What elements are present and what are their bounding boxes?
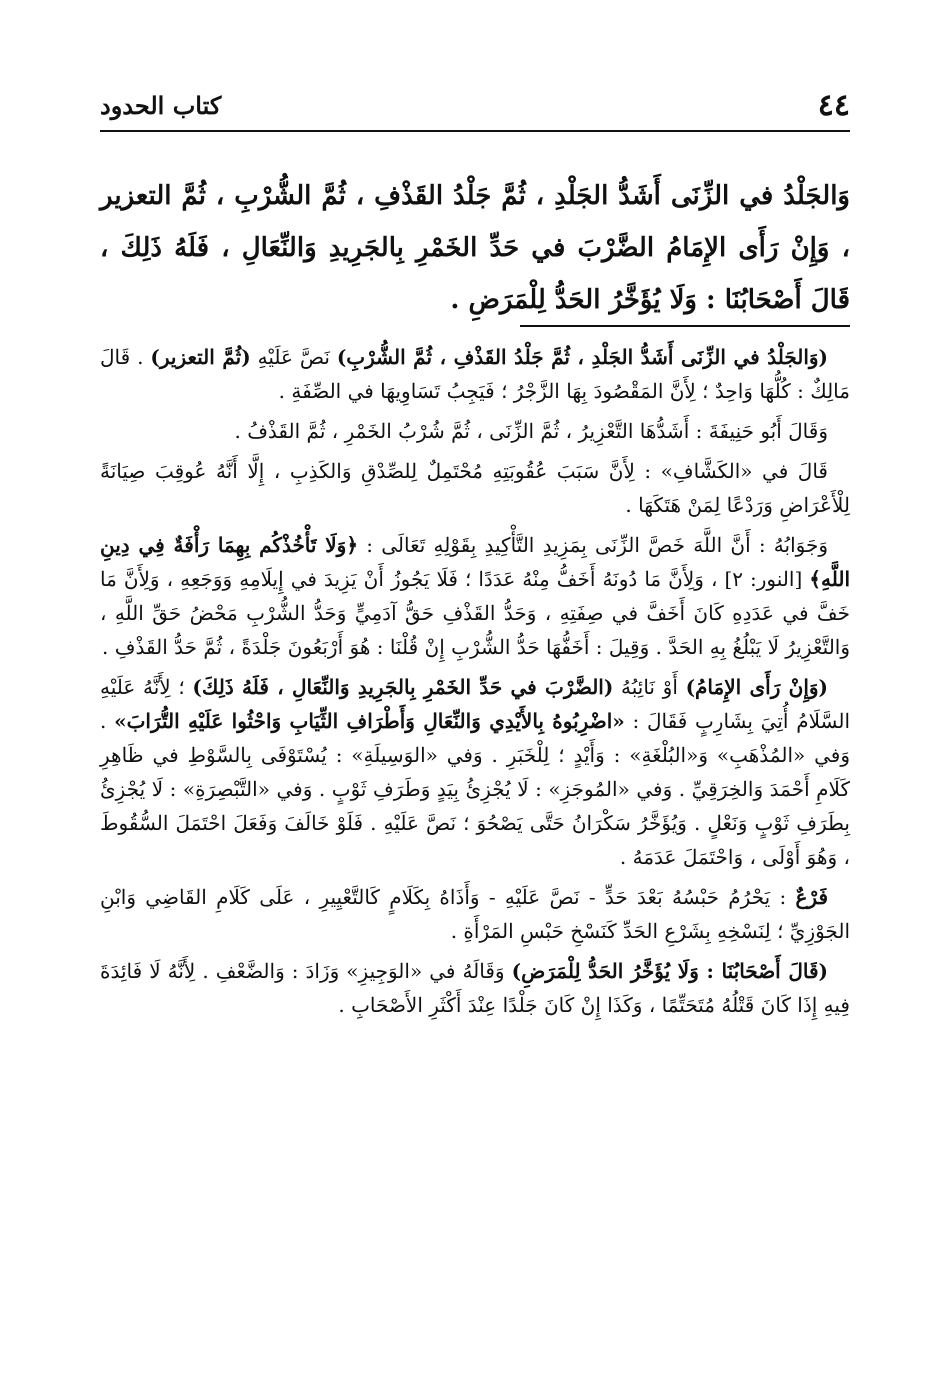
commentary-paragraph-6 <box>100 880 850 948</box>
commentary-text: نَصَّ عَلَيْهِ <box>250 345 337 369</box>
quoted-matn: (وَالجَلْدُ في الزِّنَى أَشَدُّ الجَلْدِ ، ثُمَّ جَلْدُ القَذْفِ ، ثُمَّ الشُّرْبِ) <box>336 345 829 369</box>
commentary <box>100 340 850 1028</box>
chapter-title: كتاب الحدود <box>100 91 222 120</box>
section-label: فَرْعٌ <box>795 885 828 909</box>
commentary-paragraph-2: وَقَالَ أَبُو حَنِيفَةَ : أَشَدُّهَا التَّعْزِيرُ ، ثُمَّ الزِّنَى ، ثُمَّ شُرْبُ الخَمْرِ ، ثُمَّ القَذْفُ . <box>234 419 828 443</box>
commentary-text: وَجَوَابُهُ : أَنَّ اللَّهَ خَصَّ الزِّنَى بِمَزِيدِ التَّأْكِيدِ بِقَوْلِهِ تَعَالَى : <box>358 533 828 557</box>
commentary-text: : يَحْرُمُ حَبْسُهُ بَعْدَ حَدٍّ - نَصَّ عَلَيْهِ - وَأَذَاهُ بِكَلَامٍ كَالتَّعْيِيرِ ، عَلَى كَلَامِ القَاضِي وَابْنِ الجَوْزِيِّ ؛ لِنَسْخِهِ بِشَرْعِ الحَدِّ كَنَسْخِ حَبْسِ المَرْأَةِ . <box>100 885 850 943</box>
commentary-paragraph-1 <box>100 340 850 408</box>
header-rule <box>100 130 850 132</box>
quran-verse: ﴿وَلَا تَأْخُذْكُم بِهِمَا رَأْفَةٌ فِي دِينِ اللَّهِ﴾ <box>100 533 850 591</box>
commentary-text: . قَالَ مَالِكٌ : كُلُّهَا وَاحِدٌ ؛ لِأَنَّ المَقْصُودَ بِهَا الزَّجْرُ ؛ فَيَجِبُ تَسَاوِيهَا في الصِّفَةِ . <box>100 345 850 403</box>
quoted-matn: (قَالَ أَصْحَابُنَا : وَلَا يُؤَخَّرُ الحَدُّ لِلْمَرَضِ) <box>511 959 829 983</box>
quoted-matn: (ثُمَّ التعزير) <box>150 345 251 369</box>
running-header <box>100 88 850 123</box>
commentary-paragraph-4 <box>100 528 850 664</box>
commentary-paragraph-7 <box>100 954 850 1022</box>
commentary-paragraph-5 <box>100 670 850 874</box>
commentary-text: أَوْ نَائِبُهُ <box>613 675 686 699</box>
commentary-text: ؛ لِأَنَّهُ عَلَيْهِ السَّلَامُ أُتِيَ بِشَارِبٍ فَقَالَ : <box>100 675 851 733</box>
footnote-separator <box>520 325 850 327</box>
main-text: وَالجَلْدُ في الزِّنَى أَشَدُّ الجَلْدِ ، ثُمَّ جَلْدُ القَذْفِ ، ثُمَّ الشُّرْبِ ، ثُمَّ التعزير ، وَإِنْ رَأَى الإِمَامُ الضَّرْبَ في حَدِّ الخَمْرِ بِالجَرِيدِ وَالنِّعَالِ ، فَلَهُ ذَلِكَ ، قَالَ أَصْحَابُنَا : وَلَا يُؤَخَّرُ الحَدُّ لِلْمَرَضِ . <box>100 181 850 315</box>
page-number: ٤٤ <box>817 88 850 123</box>
commentary-paragraph-3: قَالَ في «الكَشَّافِ» : لِأَنَّ سَبَبَ عُقُوبَتِهِ مُحْتَمِلٌ لِلصِّدْقِ وَالكَذِبِ ، إِلَّا أَنَّهُ عُوقِبَ صِيَانَةً لِلْأَعْرَاضِ وَرَدْعًا لِمَنْ هَتَكَهَا . <box>100 459 850 517</box>
quoted-matn: (الضَّرْبَ في حَدِّ الخَمْرِ بِالجَرِيدِ وَالنِّعَالِ ، فَلَهُ ذَلِكَ) <box>192 675 614 699</box>
quoted-matn: (وَإِنْ رَأَى الإِمَامُ) <box>685 675 828 699</box>
commentary-text: وَقَالَهُ في «الوَجِيزِ» وَزَادَ : وَالضَّعْفِ . لِأَنَّهُ لَا فَائِدَةَ فِيهِ إِذَا كَانَ قَتْلُهُ مُتَحَتِّمًا ، وَكَذَا إِنْ كَانَ جَلْدًا عِنْدَ أَكْثَرِ الأَصْحَابِ . <box>100 959 850 1017</box>
commentary-text: [النور: ٢] ، وَلِأَنَّ مَا دُونَهُ أَخَفُّ مِنْهُ عَدَدًا ؛ فَلَا يَجُوزُ أَنْ يَزِيدَ في إِيلَامِهِ وَوَجَعِهِ ، وَلِأَنَّ مَا خَفَّ في عَدَدِهِ كَانَ أَخَفَّ في صِفَتِهِ ، وَحَدُّ القَذْفِ حَقُّ آدَمِيٍّ وَحَدُّ الشُّرْبِ مَحْضُ حَقِّ اللَّهِ ، وَالتَّعْزِيرُ لَا يَبْلُغُ بِهِ الحَدَّ . وَقِيلَ : أَخَفُّهَا حَدُّ الشُّرْبِ إِنْ قُلْنَا : هُوَ أَرْبَعُونَ جَلْدَةً ، ثُمَّ حَدُّ القَذْفِ . <box>100 567 850 659</box>
commentary-text: . وَفي «المُذْهَبِ» وَ«البُلْغَةِ» : وَأَيْدٍ ؛ لِلْخَبَرِ . وَفي «الوَسِيلَةِ» : يُسْتَوْفَى بِالسَّوْطِ في ظَاهِرِ كَلَامِ أَحْمَدَ وَالخِرَقِيِّ . وَفي «المُوجَزِ» : لَا يُجْزِئُ بِيَدٍ وَطَرَفِ ثَوْبٍ . وَفي «التَّبْصِرَةِ» : لَا يُجْزِئُ بِطَرَفِ ثَوْبٍ وَنَعْلٍ . وَيُؤَخَّرُ سَكْرَانُ حَتَّى يَصْحُوَ ؛ نَصَّ عَلَيْهِ . فَلَوْ خَالَفَ وَفَعَلَ احْتَمَلَ السُّقُوطَ ، وَهُوَ أَوْلَى ، وَاحْتَمَلَ عَدَمَهُ . <box>100 709 850 869</box>
hadith-quote: «اضْرِبُوهُ بِالأَيْدِي وَالنِّعَالِ وَأَطْرَافِ الثِّيَابِ وَاحْثُوا عَلَيْهِ التُّرَابَ» <box>114 709 625 733</box>
